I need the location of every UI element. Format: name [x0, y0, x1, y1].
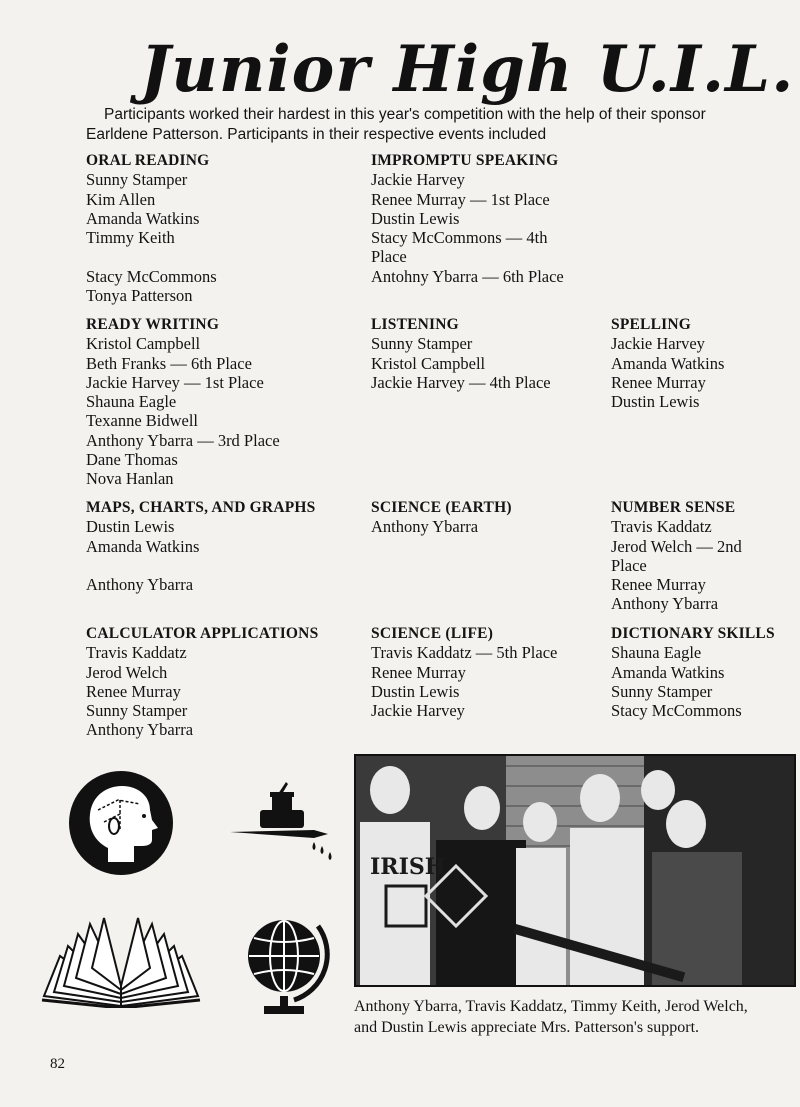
participant-name: Anthony Ybarra: [611, 594, 719, 614]
participant-name: Renee Murray: [611, 372, 706, 392]
participant-name: Texanne Bidwell: [86, 411, 199, 431]
participant-name: Dustin Lewis: [371, 208, 460, 228]
intro-paragraph: [86, 105, 796, 145]
participant-name: Beth Franks — 6th Place: [86, 353, 252, 373]
participant-name: Jackie Harvey: [611, 334, 705, 354]
participant-name: Amanda Watkins: [86, 536, 200, 556]
participant-name: Stacy McCommons — 4th: [371, 228, 548, 248]
list-spacer: [86, 556, 315, 575]
participant-name: Dustin Lewis: [371, 681, 460, 701]
participant-name: Anthony Ybarra: [371, 517, 479, 537]
event-heading: SCIENCE (EARTH): [371, 499, 512, 516]
participant-name: Renee Murray — 1st Place: [371, 189, 550, 209]
group-photo: [354, 754, 796, 987]
open-book-icon: [40, 916, 202, 1008]
intro-line-2: Earldene Patterson. Participants in their respective events included: [86, 126, 547, 143]
participant-name: Antohny Ybarra — 6th Place: [371, 266, 564, 286]
event-science-earth: [371, 498, 512, 537]
participant-name: Renee Murray: [611, 575, 706, 595]
globe-icon: [240, 912, 330, 1018]
participant-name: Kim Allen: [86, 189, 156, 209]
event-heading: SCIENCE (LIFE): [371, 625, 494, 642]
page-title: Junior High U.I.L.: [140, 32, 795, 107]
intro-line-1: Participants worked their hardest in this year's competition with the help of their sponsor: [104, 106, 706, 123]
event-heading: LISTENING: [371, 316, 459, 333]
event-heading: MAPS, CHARTS, AND GRAPHS: [86, 499, 316, 516]
caption-line-2: and Dustin Lewis appreciate Mrs. Patterson's support.: [354, 1019, 700, 1036]
event-heading: DICTIONARY SKILLS: [611, 625, 775, 642]
participant-name: Kristol Campbell: [86, 334, 201, 354]
page-number: 82: [50, 1056, 65, 1072]
event-number-sense: [611, 498, 742, 614]
photo-caption: [354, 996, 800, 1038]
head-profile-icon: [68, 770, 174, 876]
participant-name: Travis Kaddatz: [611, 517, 712, 537]
event-heading: SPELLING: [611, 316, 691, 333]
participant-name: Jackie Harvey — 1st Place: [86, 372, 264, 392]
participant-name: Amanda Watkins: [611, 662, 725, 682]
participant-name: Dustin Lewis: [611, 392, 700, 412]
participant-name: Travis Kaddatz: [86, 643, 187, 663]
participant-name: Jerod Welch: [86, 662, 168, 682]
shirt-text: IRISH: [370, 854, 446, 880]
caption-line-1: Anthony Ybarra, Travis Kaddatz, Timmy Keith, Jerod Welch,: [354, 998, 748, 1015]
event-spelling: [611, 315, 724, 411]
event-ready-writing: [86, 315, 280, 489]
participant-name: Tonya Patterson: [86, 286, 193, 306]
participant-name: Place: [611, 555, 647, 575]
participant-name: Sunny Stamper: [86, 170, 188, 190]
participant-name: Amanda Watkins: [611, 353, 725, 373]
participant-name: Kristol Campbell: [371, 353, 486, 373]
event-oral-reading: [86, 151, 217, 305]
participant-name: Amanda Watkins: [86, 208, 200, 228]
participant-name: Shauna Eagle: [611, 643, 702, 663]
event-heading: NUMBER SENSE: [611, 499, 736, 516]
event-heading: CALCULATOR APPLICATIONS: [86, 625, 319, 642]
participant-name: Sunny Stamper: [611, 681, 713, 701]
event-listening: [371, 315, 551, 392]
list-spacer: [86, 247, 217, 266]
participant-name: Dane Thomas: [86, 450, 178, 470]
event-science-life: [371, 624, 557, 720]
participant-name: Jackie Harvey — 4th Place: [371, 372, 551, 392]
participant-name: Sunny Stamper: [86, 701, 188, 721]
participant-name: Anthony Ybarra: [86, 575, 194, 595]
participant-name: Anthony Ybarra — 3rd Place: [86, 430, 280, 450]
participant-name: Jackie Harvey: [371, 701, 465, 721]
event-maps-charts-graphs: [86, 498, 315, 594]
participant-name: Stacy McCommons: [86, 266, 217, 286]
participant-name: Renee Murray: [86, 681, 181, 701]
participant-name: Stacy McCommons: [611, 701, 742, 721]
participant-name: Place: [371, 247, 407, 267]
event-impromptu-speaking: [371, 151, 564, 286]
participant-name: Shauna Eagle: [86, 392, 177, 412]
participant-name: Dustin Lewis: [86, 517, 175, 537]
participant-name: Timmy Keith: [86, 228, 175, 248]
participant-name: Jerod Welch — 2nd: [611, 536, 742, 556]
participant-name: Anthony Ybarra: [86, 720, 194, 740]
event-dictionary-skills: [611, 624, 775, 720]
event-calculator-applications: [86, 624, 318, 740]
participant-name: Jackie Harvey: [371, 170, 465, 190]
participant-name: Nova Hanlan: [86, 469, 174, 489]
participant-name: Sunny Stamper: [371, 334, 473, 354]
event-heading: ORAL READING: [86, 152, 210, 169]
event-heading: IMPROMPTU SPEAKING: [371, 152, 559, 169]
participant-name: Renee Murray: [371, 662, 466, 682]
event-heading: READY WRITING: [86, 316, 220, 333]
inkwell-pen-icon: [230, 782, 336, 862]
participant-name: Travis Kaddatz — 5th Place: [371, 643, 558, 663]
